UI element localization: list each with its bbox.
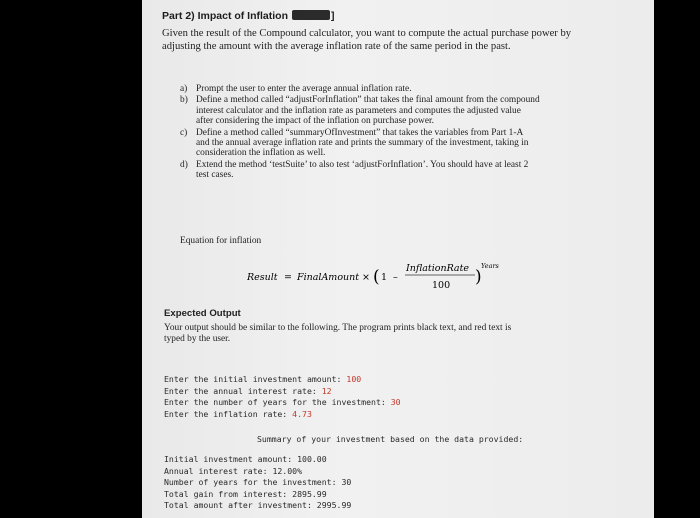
task-item-a	[180, 84, 540, 94]
intro-line: Given the result of the Compound calculator, you want to compute the actual purchase power by	[162, 28, 572, 39]
description-line: typed by the user.	[164, 334, 231, 344]
task-label: d)	[180, 159, 188, 170]
eq-exponent: Years	[481, 262, 499, 270]
task-label: c)	[180, 127, 188, 138]
redaction-mark	[292, 10, 330, 20]
console-summary	[164, 454, 351, 512]
inflation-equation	[247, 258, 547, 294]
task-line: after considering the impact of the inflation on purchase power.	[196, 116, 434, 127]
task-line: Extend the method ‘testSuite’ to also test ‘adjustForInflation’. You should have at least 2	[196, 159, 529, 170]
task-line: Define a method called “summaryOfInvestment” that takes the variables from Part 1-A	[196, 127, 524, 138]
eq-left-paren: (	[373, 267, 380, 287]
console-prompt-line: Enter the inflation rate: 4.73	[164, 408, 312, 419]
task-label: b)	[180, 95, 188, 106]
task-line: consideration the inflation as well.	[196, 148, 326, 159]
task-line: test cases.	[196, 170, 234, 181]
eq-one: 1	[381, 272, 388, 283]
task-line: and the annual average inflation rate and prints the summary of the investment, taking in	[196, 138, 529, 149]
task-item-d	[180, 160, 540, 181]
task-item-b	[180, 95, 540, 126]
eq-right-paren: )	[475, 267, 482, 287]
console-prompt-line: Enter the annual interest rate: 12	[164, 385, 332, 396]
eq-minus: –	[393, 272, 398, 283]
task-item-c	[180, 128, 540, 159]
user-input: 12	[321, 385, 332, 396]
task-label: a)	[180, 84, 188, 94]
user-input: 100	[346, 374, 362, 384]
user-input: 30	[390, 397, 401, 408]
task-list	[180, 84, 540, 181]
summary-line: Initial investment amount: 100.00	[164, 454, 327, 464]
description-line: Your output should be similar to the following. The program prints black text, and red text is	[164, 323, 512, 333]
eq-lhs: Result	[247, 272, 278, 283]
console-prompt-line: Enter the initial investment amount: 100	[164, 374, 362, 384]
summary-line: Number of years for the investment: 30	[164, 477, 352, 488]
intro-paragraph	[162, 27, 571, 53]
expected-output-title: Expected Output	[164, 308, 241, 319]
document-page	[142, 0, 654, 518]
eq-numerator: InflationRate	[406, 263, 470, 274]
summary-line: Total gain from interest: 2895.99	[164, 488, 327, 499]
task-line: Prompt the user to enter the average annual inflation rate.	[196, 84, 412, 94]
part-title-line	[162, 10, 334, 22]
eq-final-amount: FinalAmount	[297, 272, 360, 283]
redaction-bracket: ]	[330, 10, 335, 22]
summary-heading: Summary of your investment based on the data provided:	[257, 434, 524, 444]
intro-line: adjusting the amount with the average inflation rate of the same period in the past.	[162, 41, 511, 52]
expected-output-description	[164, 323, 511, 345]
equation-label: Equation for inflation	[180, 236, 262, 246]
eq-denominator: 100	[432, 280, 451, 291]
eq-times: ×	[362, 272, 370, 283]
user-input: 4.73	[292, 408, 312, 419]
part-title: Part 2) Impact of Inflation	[162, 10, 289, 22]
console-prompt-line: Enter the number of years for the investment: 30	[164, 397, 401, 408]
summary-line: Total amount after investment: 2995.99	[164, 500, 352, 511]
eq-equals: =	[284, 272, 292, 283]
console-prompts	[164, 374, 401, 420]
task-line: Define a method called “adjustForInflation” that takes the final amount from the compound	[196, 95, 540, 106]
task-line: interest calculator and the inflation rate as parameters and computes the adjusted value	[196, 105, 521, 116]
summary-line: Annual interest rate: 12.00%	[164, 465, 303, 476]
